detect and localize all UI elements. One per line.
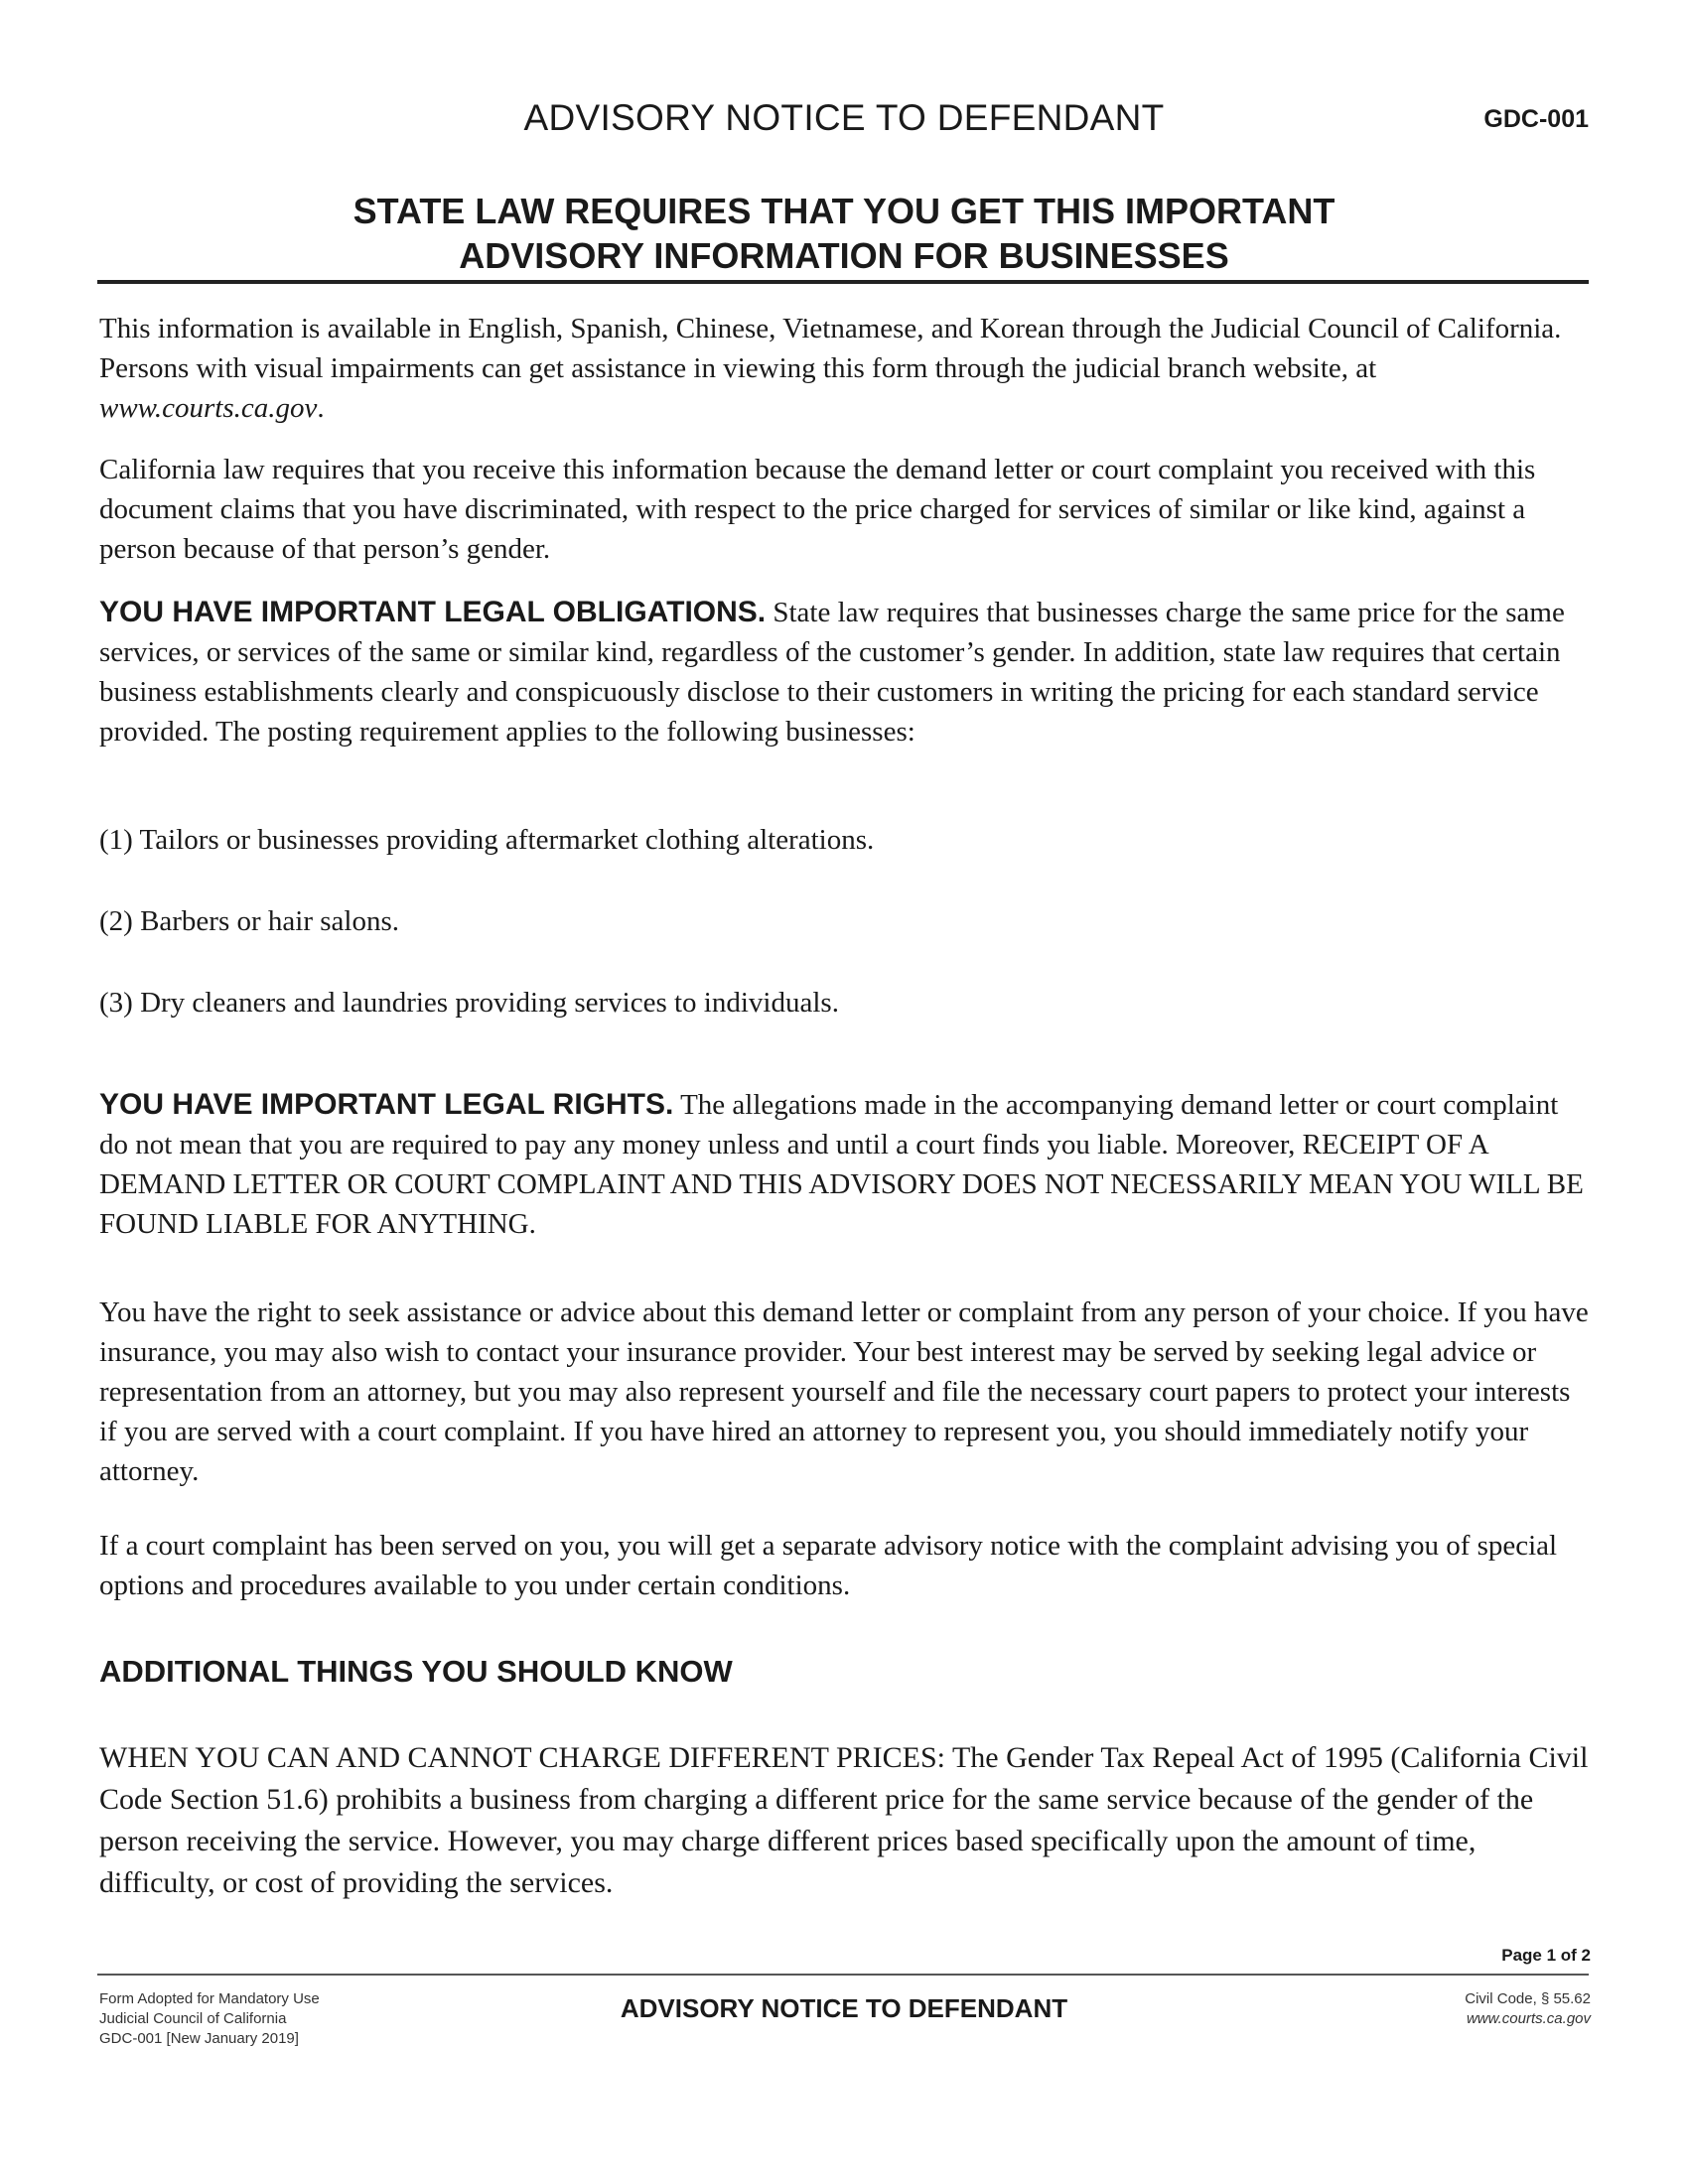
subtitle-line-1: STATE LAW REQUIRES THAT YOU GET THIS IMPORTANT	[352, 191, 1336, 231]
availability-paragraph	[99, 309, 1589, 428]
footer-divider	[97, 1974, 1589, 1976]
section-heading-additional: ADDITIONAL THINGS YOU SHOULD KNOW	[99, 1654, 733, 1689]
footer-citation: Civil Code, § 55.62 www.courts.ca.gov	[1465, 1990, 1591, 2027]
list-item: (1) Tailors or businesses providing aftermarket clothing alterations.	[99, 824, 875, 856]
footer-title: ADVISORY NOTICE TO DEFENDANT	[620, 1993, 1068, 2023]
subtitle	[0, 189, 1688, 278]
header-divider	[97, 280, 1589, 284]
rights-heading: YOU HAVE IMPORTANT LEGAL RIGHTS.	[99, 1088, 674, 1121]
obligations-paragraph	[99, 593, 1589, 751]
rights-text: The allegations made in the accompanying demand letter or court complaint do not mean that you are required to pay any money unless and until a court finds you liable. Moreover, RECEIPT OF A DEMAND LETTER OR COURT COMPLAINT AND THIS ADVISORY DOES NOT NECESSARILY MEAN YOU WILL BE FOUND LIABLE FOR ANYTHING.	[99, 1089, 1584, 1240]
assistance-paragraph: You have the right to seek assistance or advice about this demand letter or complaint from any person of your choice. If you have insurance, you may also wish to contact your insurance provider. Your best interest may be served by seeking legal advice or representation from an attorney, but you may also represent yourself and file the necessary court papers to protect your interests if you are served with a court complaint. If you have hired an attorney to represent you, you should immediately notify your attorney.	[99, 1297, 1589, 1487]
footer-form-info: Form Adopted for Mandatory Use Judicial Council of California GDC-001 [New January 2019]	[99, 1990, 320, 2047]
rights-paragraph	[99, 1085, 1589, 1244]
list-item: (2) Barbers or hair salons.	[99, 905, 399, 937]
availability-text: This information is available in English, Spanish, Chinese, Vietnamese, and Korean through the Judicial Council of California. Persons with visual impairments can get assistance in viewing this form through the judicial branch website, at	[99, 313, 1562, 384]
website-link[interactable]: www.courts.ca.gov	[99, 392, 318, 424]
page-title: ADVISORY NOTICE TO DEFENDANT	[523, 97, 1165, 138]
footer-website-link[interactable]: www.courts.ca.gov	[1466, 2010, 1591, 2027]
list-item: (3) Dry cleaners and laundries providing services to individuals.	[99, 987, 839, 1019]
pricing-paragraph: WHEN YOU CAN AND CANNOT CHARGE DIFFERENT PRICES: The Gender Tax Repeal Act of 1995 (California Civil Code Section 51.6) prohibits a business from charging a different price for the same service because of the gender of the person receiving the service. However, you may charge different prices based specifically upon the amount of time, difficulty, or cost of providing the services.	[99, 1741, 1589, 1899]
reason-paragraph: California law requires that you receive this information because the demand letter or court complaint you received with this document claims that you have discriminated, with respect to the price charged for services of similar or like kind, against a person because of that person’s gender.	[99, 454, 1536, 565]
obligations-heading: YOU HAVE IMPORTANT LEGAL OBLIGATIONS.	[99, 596, 767, 628]
subtitle-line-2: ADVISORY INFORMATION FOR BUSINESSES	[459, 235, 1229, 276]
page-number: Page 1 of 2	[1501, 1946, 1591, 1965]
form-number: GDC-001	[1483, 105, 1589, 133]
obligations-text: State law requires that businesses charge the same price for the same services, or services of the same or similar kind, regardless of the customer’s gender. In addition, state law requires that certain business establishments clearly and conspicuously disclose to their customers in writing the pricing for each standard service provided. The posting requirement applies to the following businesses:	[99, 597, 1565, 748]
availability-end: .	[317, 392, 325, 424]
complaint-paragraph: If a court complaint has been served on you, you will get a separate advisory notice with the complaint advising you of special options and procedures available to you under certain conditions.	[99, 1530, 1558, 1601]
